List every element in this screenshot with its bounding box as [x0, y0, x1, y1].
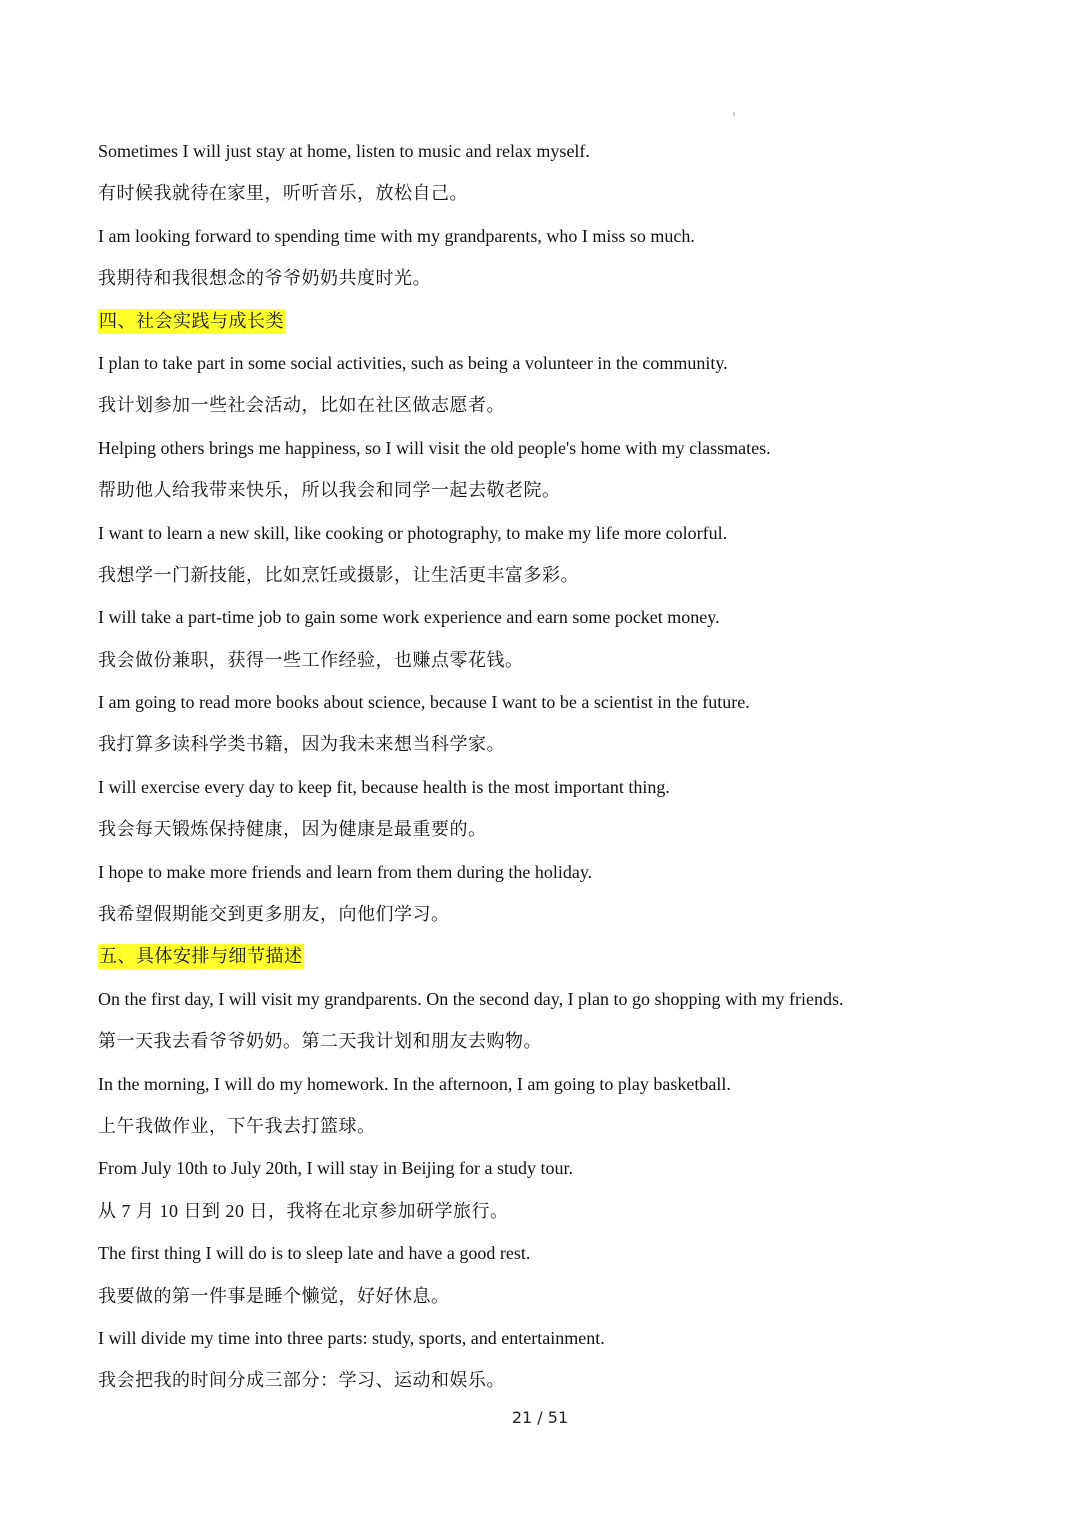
section-heading-highlight: 四、社会实践与成长类 — [98, 309, 285, 334]
sentence-en: I will divide my time into three parts: study, sports, and entertainment. — [98, 1327, 605, 1348]
sentence-zh: 帮助他人给我带来快乐，所以我会和同学一起去敬老院。 — [98, 480, 561, 501]
sentence-zh: 我期待和我很想念的爷爷奶奶共度时光。 — [98, 268, 431, 289]
section-heading — [98, 300, 998, 342]
sentence-zh: 从 7 月 10 日到 20 日，我将在北京参加研学旅行。 — [98, 1200, 509, 1221]
sentence-zh: 有时候我就待在家里，听听音乐，放松自己。 — [98, 183, 468, 204]
sentence-zh: 第一天我去看爷爷奶奶。第二天我计划和朋友去购物。 — [98, 1031, 542, 1052]
stray-mark — [733, 112, 735, 116]
sentence-zh: 我会把我的时间分成三部分：学习、运动和娱乐。 — [98, 1370, 505, 1391]
sentence-en: I plan to take part in some social activities, such as being a volunteer in the community. — [98, 352, 728, 373]
sentence-zh: 我计划参加一些社会活动，比如在社区做志愿者。 — [98, 395, 505, 416]
sentence-zh: 上午我做作业，下午我去打篮球。 — [98, 1115, 376, 1136]
sentence-en: From July 10th to July 20th, I will stay in Beijing for a study tour. — [98, 1158, 573, 1179]
sentence-zh: 我希望假期能交到更多朋友，向他们学习。 — [98, 904, 450, 925]
sentence-zh: 我会做份兼职，获得一些工作经验，也赚点零花钱。 — [98, 649, 524, 670]
sentence-zh: 我要做的第一件事是睡个懒觉，好好休息。 — [98, 1285, 450, 1306]
sentence-en: In the morning, I will do my homework. In the afternoon, I am going to play basketball. — [98, 1073, 731, 1094]
sentence-en: I will exercise every day to keep fit, because health is the most important thing. — [98, 776, 670, 797]
page-number: 21 / 51 — [511, 1408, 569, 1427]
sentence-en: I want to learn a new skill, like cooking or photography, to make my life more colorful. — [98, 522, 728, 543]
sentence-zh: 我想学一门新技能，比如烹饪或摄影，让生活更丰富多彩。 — [98, 564, 579, 585]
sentence-en: I am looking forward to spending time with my grandparents, who I miss so much. — [98, 225, 695, 246]
section-heading — [98, 935, 998, 977]
sentence-en: On the first day, I will visit my grandparents. On the second day, I plan to go shopping with my friends. — [98, 988, 844, 1009]
sentence-en: I will take a part-time job to gain some work experience and earn some pocket money. — [98, 607, 720, 628]
sentence-en: I hope to make more friends and learn from them during the holiday. — [98, 861, 593, 882]
document-body — [98, 130, 998, 1402]
sentence-en: Sometimes I will just stay at home, listen to music and relax myself. — [98, 141, 590, 161]
sentence-en: I am going to read more books about science, because I want to be a scientist in the future. — [98, 692, 750, 713]
sentence-zh: 我打算多读科学类书籍，因为我未来想当科学家。 — [98, 734, 505, 755]
section-heading-highlight: 五、具体安排与细节描述 — [98, 944, 304, 969]
sentence-en: Helping others brings me happiness, so I will visit the old people's home with my classmates. — [98, 437, 771, 458]
sentence-en: The first thing I will do is to sleep late and have a good rest. — [98, 1243, 531, 1264]
sentence-zh: 我会每天锻炼保持健康，因为健康是最重要的。 — [98, 819, 487, 840]
